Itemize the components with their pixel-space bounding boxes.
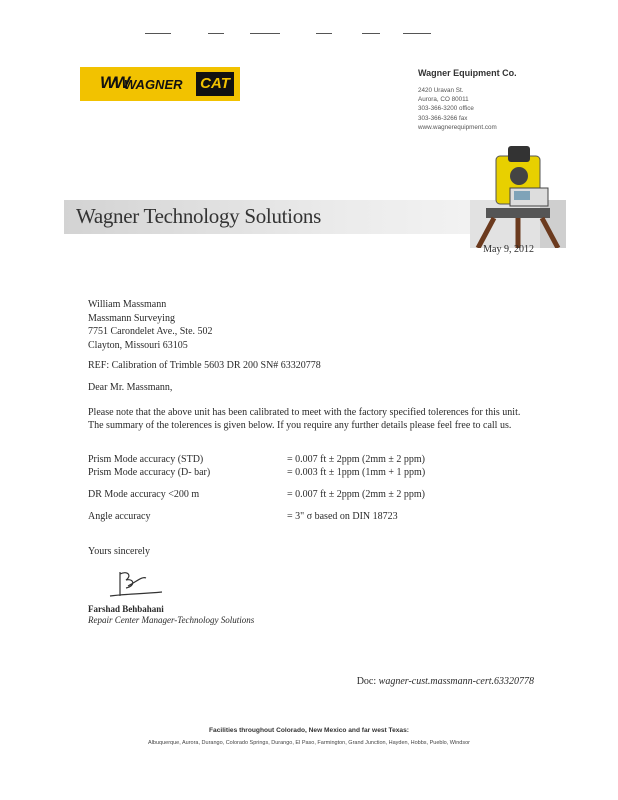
- doc-label: Doc:: [356, 676, 377, 687]
- recipient-line: Clayton, Missouri 63105: [88, 339, 188, 351]
- banner-title: Wagner Technology Solutions: [76, 204, 321, 228]
- recipient-line: 7751 Carondelet Ave., Ste. 502: [88, 326, 213, 338]
- tolerance-row: [88, 466, 426, 479]
- recipient-line: William Massmann: [88, 299, 167, 310]
- tolerance-list: [88, 453, 426, 523]
- address-line: Aurora, CO 80011: [418, 96, 469, 104]
- tolerance-value: = 3" σ based on DIN 18723: [287, 511, 398, 522]
- footer-heading: Facilities throughout Colorado, New Mexico and far west Texas:: [209, 727, 409, 734]
- reference-line: REF: Calibration of Trimble 5603 DR 200 SN# 63320778: [88, 360, 321, 371]
- company-name: Wagner Equipment Co.: [418, 68, 517, 78]
- recipient-address: [88, 298, 213, 352]
- footer-locations: Albuquerque, Aurora, Durango, Colorado Springs, Durango, El Paso, Farmington, Grand Junction, Hayden, Hobbs, Pueblo, Windsor: [148, 740, 470, 746]
- tolerance-value: = 0.003 ft ± 1ppm (1mm + 1 ppm): [287, 467, 426, 478]
- signer-name: Farshad Behbahani: [88, 604, 164, 614]
- tolerance-label: DR Mode accuracy <200 m: [88, 489, 200, 500]
- tolerance-row: [88, 510, 398, 523]
- letter-date: May 9, 2012: [483, 244, 534, 255]
- doc-value: wagner-cust.massmann-cert.63320778: [378, 676, 534, 687]
- tolerance-value: = 0.007 ft ± 2ppm (2mm ± 2 ppm): [287, 489, 425, 500]
- address-line: www.wagnerequipment.com: [418, 123, 497, 131]
- tolerance-label: Prism Mode accuracy (STD): [88, 454, 204, 465]
- paragraph-line: Please note that the above unit has been calibrated to meet with the factory specified tolerences for this unit.: [88, 407, 521, 418]
- logo-wagner-text: WAGNER: [124, 77, 183, 92]
- company-address: [418, 86, 497, 132]
- closing: Yours sincerely: [88, 546, 151, 557]
- tolerance-row: [88, 453, 425, 466]
- logo-mark: WW: [100, 73, 129, 92]
- tolerance-row: [88, 488, 425, 501]
- scan-mark: [362, 33, 380, 34]
- address-line: 303-366-3200 office: [418, 105, 474, 113]
- scan-mark: [208, 33, 224, 34]
- scan-mark: [403, 33, 431, 34]
- signature: [106, 566, 164, 606]
- salutation: Dear Mr. Massmann,: [88, 382, 173, 393]
- scan-mark: [145, 33, 171, 34]
- address-line: 2420 Uravan St.: [418, 87, 464, 94]
- paragraph-line: The summary of the tolerences is given below. If you require any further details please feel free to call us.: [88, 420, 512, 431]
- total-station-image: [470, 136, 566, 248]
- tolerance-value: = 0.007 ft ± 2ppm (2mm ± 2 ppm): [287, 454, 425, 465]
- recipient-line: Massmann Surveying: [88, 312, 175, 324]
- scan-mark: [250, 33, 280, 34]
- address-line: 303-366-3266 fax: [418, 114, 468, 122]
- scan-mark: [316, 33, 332, 34]
- body-paragraph: [88, 406, 520, 432]
- cat-logo: CAT: [196, 72, 234, 96]
- document-id: [357, 676, 534, 687]
- tolerance-label: Angle accuracy: [88, 511, 151, 522]
- signer-title: Repair Center Manager-Technology Solutions: [88, 615, 255, 625]
- tolerance-label: Prism Mode accuracy (D- bar): [88, 467, 211, 478]
